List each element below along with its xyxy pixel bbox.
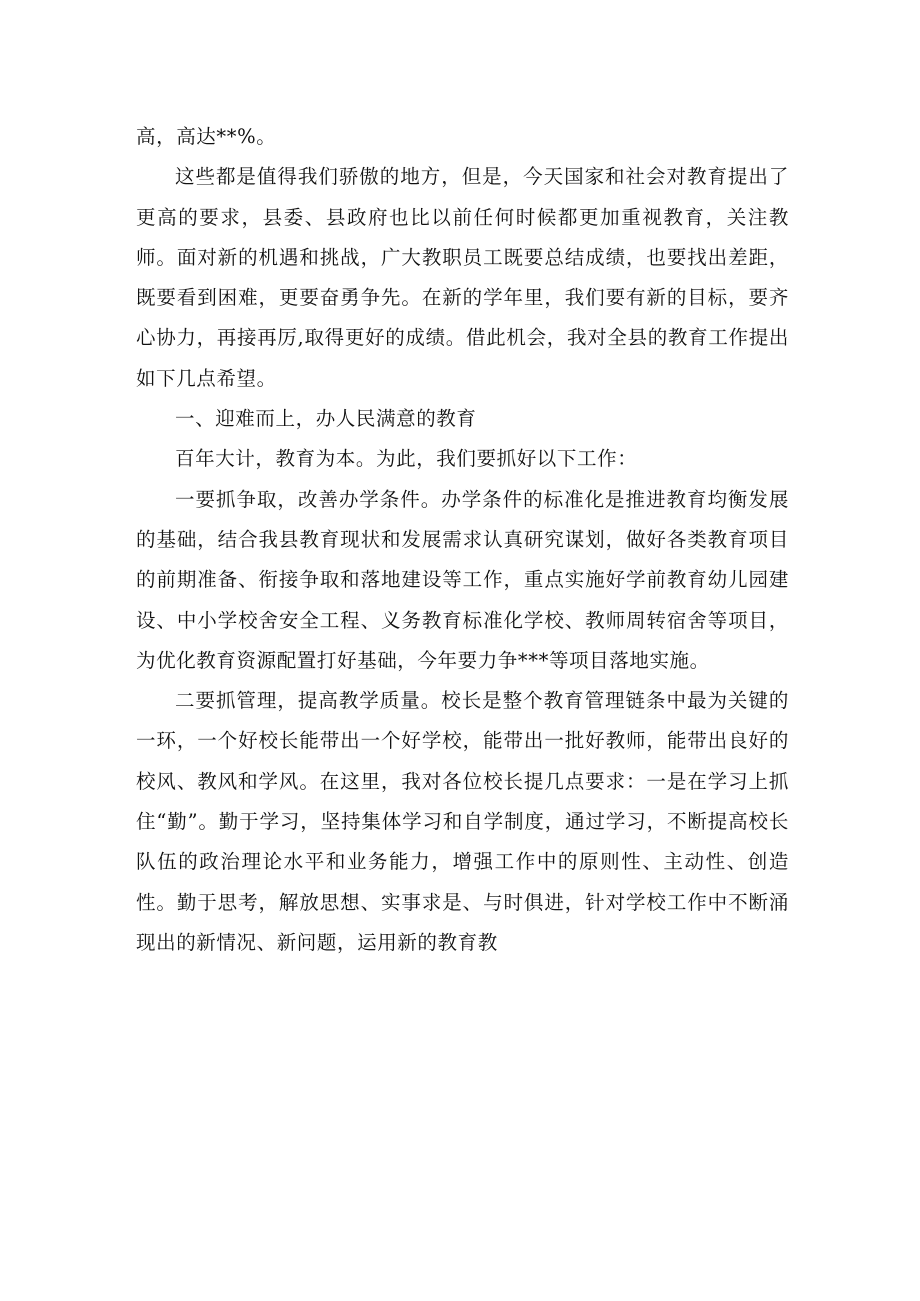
paragraph-4: 一要抓争取，改善办学条件。办学条件的标准化是推进教育均衡发展的基础，结合我县教育现状和发展需求认真研究谋划，做好各类教育项目的前期准备、衔接争取和落地建设等工作，重点实施好学前教育幼儿园建设、中小学校舍安全工程、义务教育标准化学校、教师周转宿舍等项目，为优化教育资源配置打好基础，今年要力争***等项目落地实施。 <box>136 487 789 672</box>
document-page <box>136 117 789 963</box>
paragraph-5: 二要抓管理，提高教学质量。校长是整个教育管理链条中最为关键的一环，一个好校长能带出一个好学校，能带出一批好教师，能带出良好的校风、教风和学风。在这里，我对各位校长提几点要求：一是在学习上抓住“勤”。勤于学习，坚持集体学习和自学制度，通过学习，不断提高校长队伍的政治理论水平和业务能力，增强工作中的原则性、主动性、创造性。勤于思考，解放思想、实事求是、与时俱进，针对学校工作中不断涌现出的新情况、新问题，运用新的教育教 <box>136 689 789 954</box>
paragraph-2: 这些都是值得我们骄傲的地方，但是，今天国家和社会对教育提出了更高的要求，县委、县政府也比以前任何时候都更加重视教育，关注教师。面对新的机遇和挑战，广大教职员工既要总结成绩，也要找出差距，既要看到困难，更要奋勇争先。在新的学年里，我们要有新的目标，要齐心协力，再接再厉,取得更好的成绩。借此机会，我对全县的教育工作提出如下几点希望。 <box>136 165 789 390</box>
paragraph-3: 百年大计，教育为本。为此，我们要抓好以下工作： <box>175 447 638 471</box>
paragraph-1: 高，高达**%。 <box>136 125 277 148</box>
section-heading-1: 一、迎难而上，办人民满意的教育 <box>175 407 477 431</box>
